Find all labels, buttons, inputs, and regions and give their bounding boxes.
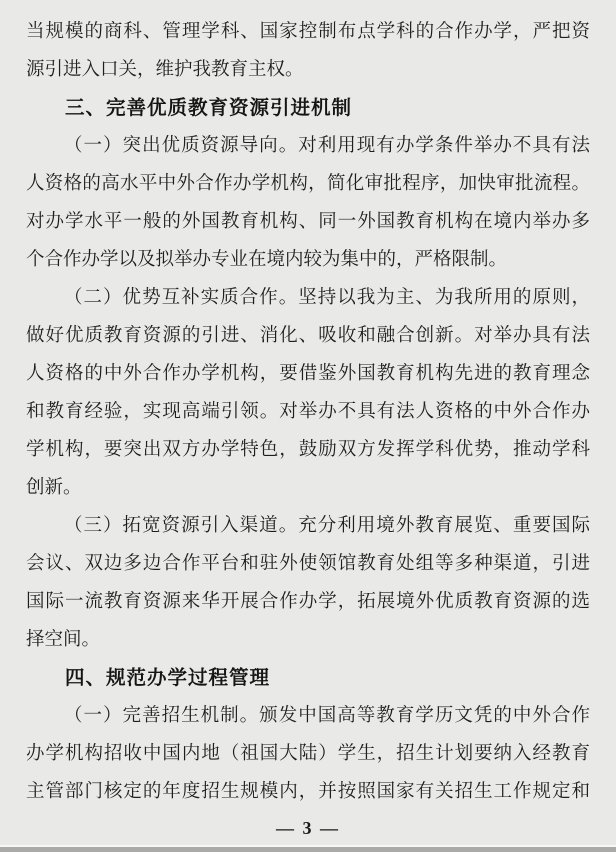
text-line: 学机构，要突出双方办学特色，鼓励双方发挥学科优势，推动学科: [26, 440, 590, 460]
text-line: （一）完善招生机制。颁发中国高等教育学历文凭的中外合作: [64, 706, 590, 726]
text-line: 对办学水平一般的外国教育机构、同一外国教育机构在境内举办多: [26, 212, 590, 232]
section-heading-4: 四、规范办学过程管理: [65, 667, 271, 689]
text-line: 人资格的高水平中外合作办学机构，简化审批程序，加快审批流程。: [26, 174, 590, 194]
page-bottom-scan-edge: [0, 845, 616, 852]
text-line: 做好优质教育资源的引进、消化、吸收和融合创新。对举办具有法: [26, 326, 590, 346]
text-line: 会议、双边多边合作平台和驻外使领馆教育处组等多种渠道，引进: [26, 554, 590, 574]
text-line: 主管部门核定的年度招生规模内，并按照国家有关招生工作规定和: [26, 782, 590, 802]
text-line: 和教育经验，实现高端引领。对举办不具有法人资格的中外合作办: [26, 402, 590, 422]
text-line: 源引进入口关，维护我教育主权。: [26, 60, 304, 80]
section-heading-3: 三、完善优质教育资源引进机制: [65, 97, 353, 119]
text-line: 择空间。: [26, 630, 101, 650]
text-line: 国际一流教育资源来华开展合作办学，拓展境外优质教育资源的选: [26, 592, 590, 612]
text-line: （一）突出优质资源导向。对利用现有办学条件举办不具有法: [64, 136, 590, 156]
text-line: 当规模的商科、管理学科、国家控制布点学科的合作办学，严把资: [26, 22, 590, 42]
text-line: 人资格的中外合作办学机构，要借鉴外国教育机构先进的教育理念: [26, 364, 590, 384]
text-line: （二）优势互补实质合作。坚持以我为主、为我所用的原则，: [64, 288, 590, 308]
text-line: 办学机构招收中国内地（祖国大陆）学生，招生计划要纳入经教育: [26, 744, 590, 764]
text-line: （三）拓宽资源引入渠道。充分利用境外教育展览、重要国际: [64, 516, 590, 536]
document-body: [26, 13, 590, 811]
text-line: 创新。: [26, 478, 82, 498]
page-number: — 3 —: [276, 818, 340, 838]
text-line: 个合作办学以及拟举办专业在境内较为集中的，严格限制。: [26, 250, 508, 270]
